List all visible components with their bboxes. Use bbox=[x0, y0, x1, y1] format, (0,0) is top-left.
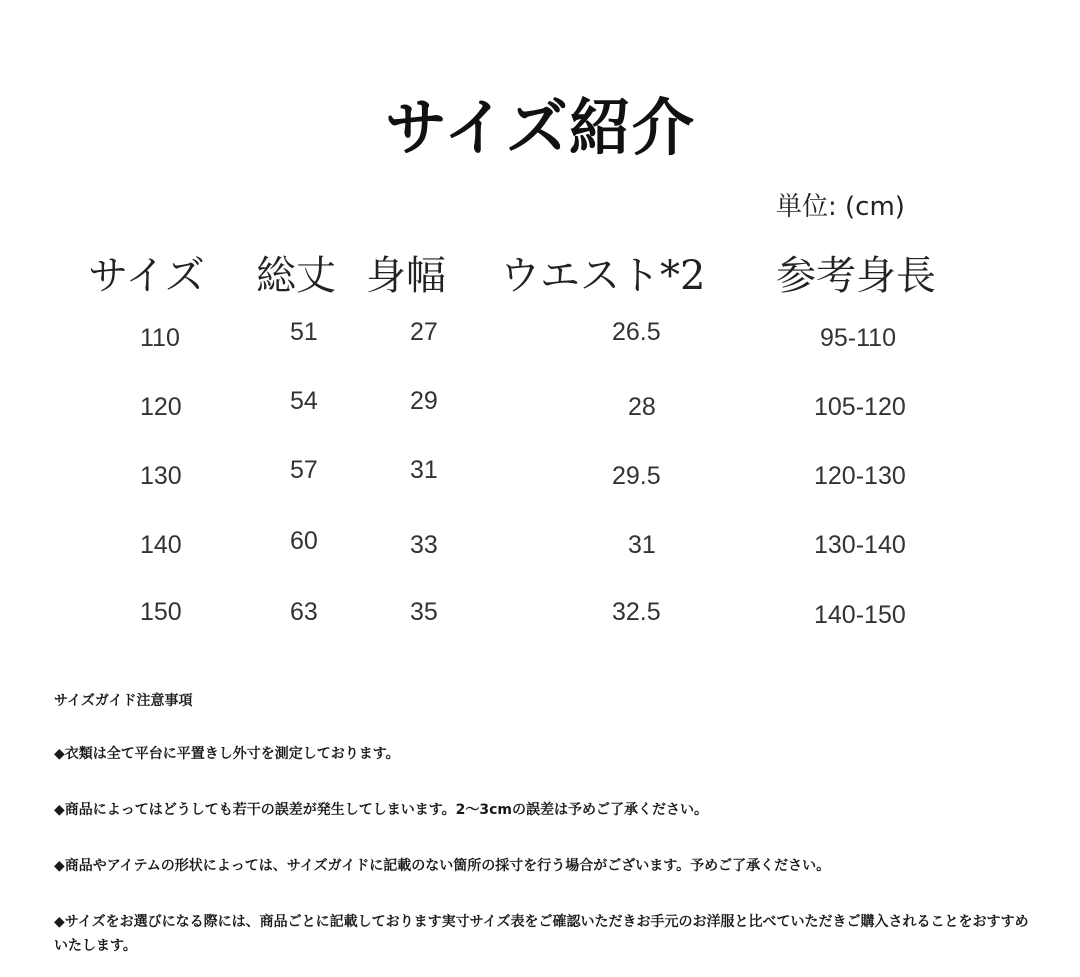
table-cell: 60 bbox=[290, 527, 318, 555]
table-cell: 26.5 bbox=[612, 318, 661, 346]
table-cell: 95-110 bbox=[820, 324, 896, 352]
table-cell: 54 bbox=[290, 387, 318, 415]
table-cell: 33 bbox=[410, 531, 438, 559]
table-cell: 29 bbox=[410, 387, 438, 415]
table-cell: 31 bbox=[410, 456, 438, 484]
table-cell: 150 bbox=[140, 598, 182, 626]
header-width: 身幅 bbox=[366, 253, 446, 299]
note-item: ◆衣類は全て平台に平置きし外寸を測定しております。 bbox=[54, 746, 400, 762]
table-cell: 63 bbox=[290, 598, 318, 626]
header-length: 総丈 bbox=[256, 253, 336, 299]
table-cell: 140 bbox=[140, 531, 182, 559]
table-cell: 57 bbox=[290, 456, 318, 484]
table-cell: 35 bbox=[410, 598, 438, 626]
unit-label: 単位: (cm) bbox=[776, 192, 905, 222]
table-cell: 51 bbox=[290, 318, 318, 346]
table-cell: 105-120 bbox=[814, 393, 906, 421]
table-cell: 140-150 bbox=[814, 601, 906, 629]
page-title: サイズ紹介 bbox=[384, 91, 696, 164]
table-cell: 32.5 bbox=[612, 598, 661, 626]
notes-title: サイズガイド注意事項 bbox=[54, 693, 193, 709]
table-cell: 130 bbox=[140, 462, 182, 490]
table-cell: 120 bbox=[140, 393, 182, 421]
note-item: ◆商品によってはどうしても若干の誤差が発生してしまいます。2～3cmの誤差は予めご了承ください。 bbox=[54, 802, 709, 818]
note-item: ◆商品やアイテムの形状によっては、サイズガイドに記載のない箇所の採寸を行う場合がございます。予めご了承ください。 bbox=[54, 858, 831, 874]
table-cell: 120-130 bbox=[814, 462, 906, 490]
header-waist: ウエスト*2 bbox=[500, 253, 706, 299]
header-size: サイズ bbox=[88, 253, 205, 299]
table-cell: 29.5 bbox=[612, 462, 661, 490]
size-guide-notes bbox=[54, 690, 1034, 958]
table-cell: 31 bbox=[628, 531, 656, 559]
header-reference-height: 参考身長 bbox=[776, 253, 936, 299]
table-cell: 28 bbox=[628, 393, 656, 421]
table-cell: 27 bbox=[410, 318, 438, 346]
table-cell: 130-140 bbox=[814, 531, 906, 559]
table-cell: 110 bbox=[140, 324, 180, 352]
note-item: ◆サイズをお選びになる際には、商品ごとに記載しております実寸サイズ表をご確認いただきお手元のお洋服と比べていただきご購入されることをおすすめいたします。 bbox=[54, 914, 1029, 954]
